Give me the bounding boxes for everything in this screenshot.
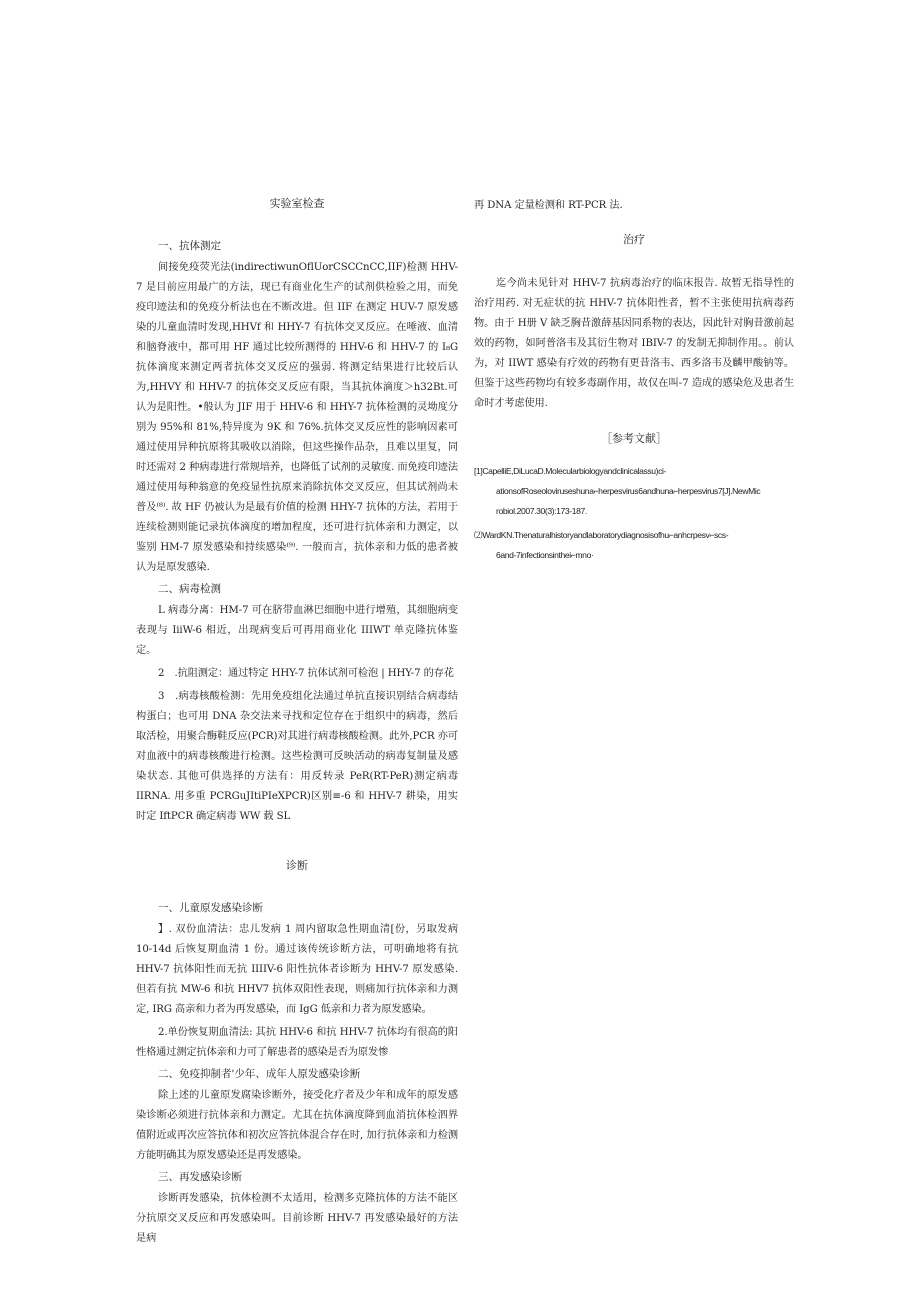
reference-1-line-3: robiol.2007.30(3):173-187. xyxy=(496,506,587,516)
left-column xyxy=(136,196,458,1252)
reference-2-line-2: 6and-7infectionsinthei⌐mno· xyxy=(496,550,594,560)
diagnosis-heading: 诊断 xyxy=(286,859,308,872)
reference-item xyxy=(474,525,794,565)
antigen-test-paragraph: 2 .抗阻测定：通过特定 HHY-7 抗体试剂可检泡 | HHY-7 的存花 xyxy=(158,668,454,679)
reference-2-line-1: ⑵WardKN.Thenaturalhistoryandlaboratorydiagnosisofhu⌐anhcrpesv⌐scs- xyxy=(474,530,729,540)
treatment-heading: 治疗 xyxy=(623,233,645,246)
immunosuppressed-heading: 二、免疫抑制者'少年、成年人原发感染诊断 xyxy=(158,1068,361,1080)
reference-1-line-1: [1]CapelliE,DiLucaD.Molecularbiologyandclinicalassu)ci- xyxy=(474,466,666,476)
treatment-paragraph: 迄今尚未见针对 HHV-7 抗病毒治疗的临床报告. 故暂无指导性的治疗用药. 对无症状的抗 HHV-7 抗体阳性者，暂不主张使用抗病毒药物。由于 H册 V 缺乏胸昔激薛基因同系物的表达，因此针对胸昔激前起效的药物，如阿普洛韦及其衍生物对 IBIV-7 的发制无抑制作用。。前认为，对 IIWT 感染有疗效的药物有更昔洛韦、西多洛韦及麟甲酸钠等。但鉴于这些药物均有较多毒副作用，故仅在叫-7 造成的感染危及患者生命时才考虑使用. xyxy=(474,278,794,409)
reinfection-paragraph: 诊断再发感染，抗体检测不太适用，检测多克隆抗体的方法不能区分抗原交叉反应和再发感染叫。目前诊断 HHV-7 再发感染最好的方法是病 xyxy=(136,1193,458,1244)
reference-1-line-2: ationsofRoseoloviruseshuna⌐herpesvirus6andhuna⌐herpesvirus7[J].NewMic xyxy=(496,486,761,496)
antibody-test-paragraph: 间接免疫荧光法(indirectiwunOflUorCSCCnCC,IIF)检测 HHV-7 是目前应用最广的方法，现已有商业化生产的试剂供检验之用，而免疫印迹法和的免疫分析法也在不断改进。但 IIF 在测定 HUV-7 原发感染的儿童血清时发现,HHVf 和 HHY-7 有抗体交叉反应。在唾液、血清和脑脊液中，都可用 HF 通过比较所测得的 HHV-6 和 HHV-7 的 I₈G 抗体滴度来测定两者抗体交叉反应的强弱. 将测定结果进行比较后认为,HHVY 和 HHV-7 的抗体交叉反应有限，当其抗体滴度＞h32Bt.可认为是阳性。•般认为 JIF 用于 HHV-6 和 HHY-7 抗体检测的灵坳度分别为 95%和 81%,特异度为 9K 和 76%.抗体交叉反应性的影响因素可通过使用异种抗原将其吸收以消除，但这些操作品杂，且难以里复，同时还需对 2 种病毒进行常规培养，也降低了试剂的灵敏度. 而免疫印迹法通过使用每种翁意的免疫显性抗原来消除抗体交叉反应，但其试剂尚未普及⁽⁸⁾. 故 HF 仍被认为是最有价值的检测 HHY-7 抗体的方法，若用于连续检测则能记录抗体滴度的增加程度，还可进行抗体亲和力测定，以鉴别 HM-7 原发感染和持续感染⁽⁹⁾. 一般而言，抗体亲和力低的患者被认为是原发感染. xyxy=(136,262,458,573)
reinfection-heading: 三、再发感染诊断 xyxy=(158,1171,242,1183)
right-column xyxy=(474,196,794,569)
virus-isolation-paragraph: L 病毒分离：HM-7 可在脐带血淋巴细胞中进行增殖，其细胞病变表现与 IiiW-6 相近，出现病变后可再用商业化 IIIWT 单克隆抗体鉴定。 xyxy=(136,605,458,656)
antibody-test-heading: 一、抗体测定 xyxy=(158,240,221,252)
lab-exam-heading: 实验室检查 xyxy=(269,197,325,210)
immunosuppressed-paragraph: 除上述的儿童原发腐染诊断外，接受化疗者及少年和成年的原发感染诊断必须进行抗体亲和力测定。尤其在抗体滴度降到血消抗体检泗界值附近或再次应答抗体和初次应答抗体混合存在时, 加行抗体亲和力检测方能明确其为原发感染还是再发感染。 xyxy=(136,1090,458,1161)
child-infection-heading: 一、儿童原发感染诊断 xyxy=(158,902,263,914)
single-serum-paragraph: 2.单份恢复期血清法: 其抗 HHV-6 和抗 HHV-7 抗体均有很高的阳性格通过测定抗体亲和力可了解患者的感染是否为原发惨 xyxy=(136,1027,458,1058)
continued-line: 再 DNA 定量检测和 RT-PCR 法. xyxy=(474,200,623,211)
references-heading: ［参考文献］ xyxy=(601,432,667,445)
reference-item xyxy=(474,461,794,521)
double-serum-paragraph: 】. 双份血清法：忠儿发病 1 周内留取急性期血清[份，另取发病 10-14d 后恢复期血清 1 份。通过该传统诊断方法，可明确地将有抗 HHV-7 抗体阳性而无抗 IIIIV-6 阳性抗体者诊断为 HHV-7 原发感染. 但若有抗 MW-6 和抗 HHV7 抗体双阳性表现，则痛加行抗体亲和力测定, IRG 高亲和力者为再发感染，而 IgG 低亲和力者为原发感染。 xyxy=(136,924,458,1015)
nucleic-acid-paragraph: 3 .病毒核酸检测：先用免疫组化法通过单抗直接识别结合病毒结构蛋白；也可用 DNA 杂交法来寻找和定位存在于组织中的病毒，然后取活检，用聚合酶鞋反应(PCR)对其进行病毒核酸检测。此外,PCR 亦可对血液中的病毒核酸进行检测。这些检测可反映活动的病毒复制量及感染状态. 其他可供选择的方法有：用反转录 PeR(RT-PeR)测定病毒 IIRNA. 用多重 PCRGuJItiPIeXPCR)区别≡-6 和 HHV-7 耕染，用实时定 IftPCR 确定病毒 WW 载 SL xyxy=(136,691,458,822)
virus-test-heading: 二、病毒检测 xyxy=(158,583,221,595)
